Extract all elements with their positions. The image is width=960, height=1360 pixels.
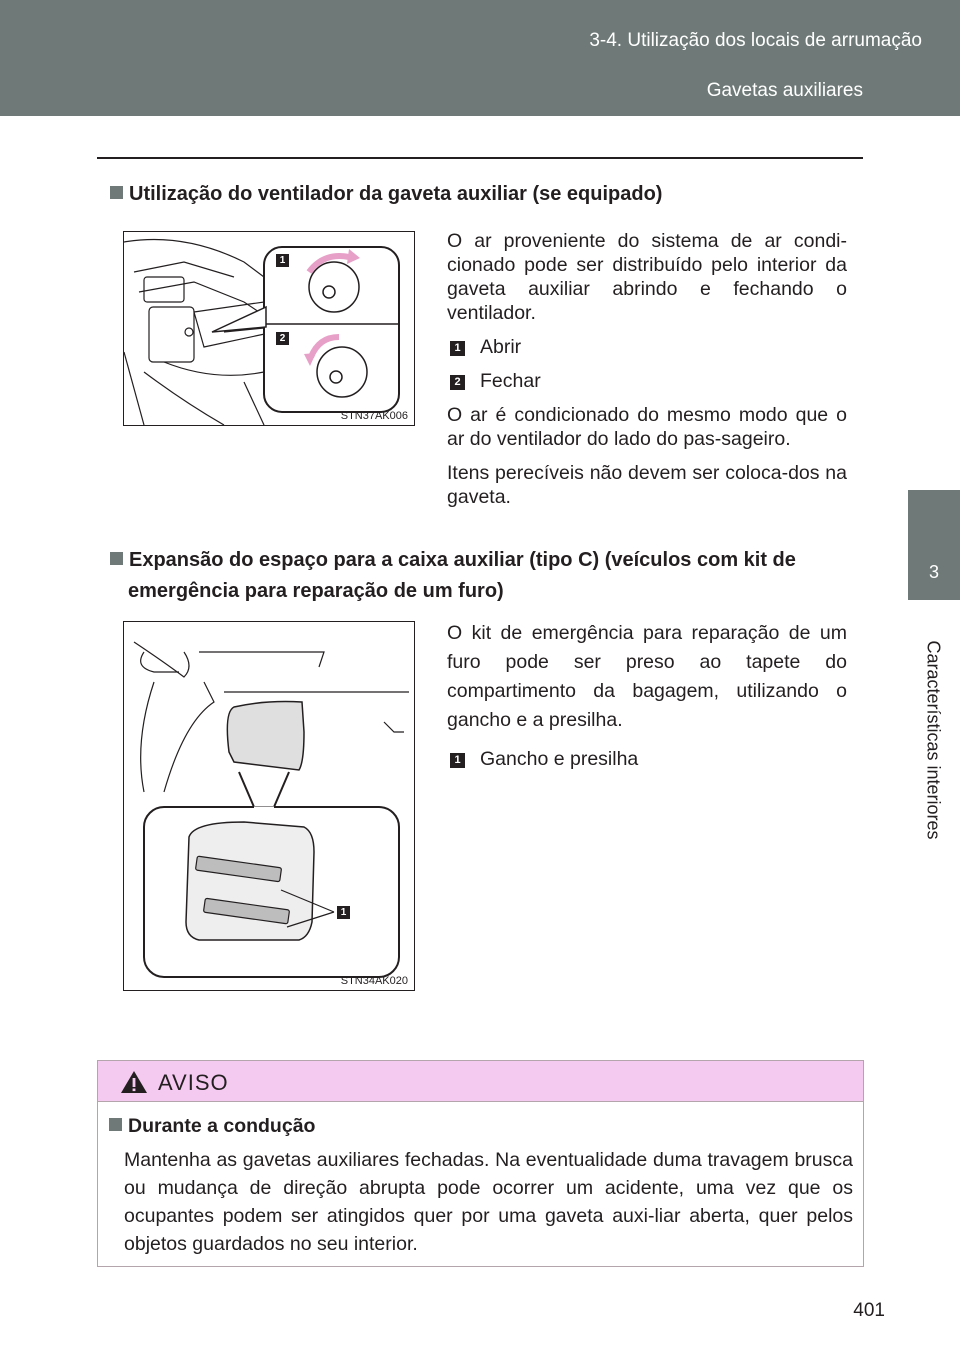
figure-fan-vent bbox=[123, 231, 415, 426]
figure1-callout-2: 2 bbox=[279, 333, 286, 344]
section1-paragraph-3: Itens perecíveis não devem ser coloca-dos na gaveta. bbox=[447, 462, 847, 508]
section2-heading bbox=[110, 545, 883, 607]
callout-number: 1 bbox=[450, 753, 465, 768]
item-label: Gancho e presilha bbox=[480, 748, 639, 770]
dashboard-vent-illustration bbox=[124, 232, 414, 425]
warning-text: Mantenha as gavetas auxiliares fechadas. Na eventualidade duma travagem brusca ou mudança de direção abrupta pode ocorrer um acidente, uma vez que os ocupantes podem ser atingidos quer por uma gaveta auxi-liar aberta, quer pelos objetos guardados no seu interior. bbox=[124, 1149, 853, 1255]
warning-body bbox=[98, 1102, 863, 1258]
list-item-hook bbox=[447, 745, 847, 774]
section1-intro: O ar proveniente do sistema de ar condi-cionado pode ser distribuído pelo interior da gaveta auxiliar abrindo e fechando o ventilador. bbox=[447, 230, 847, 324]
warning-subtitle-row bbox=[109, 1112, 853, 1140]
list-item-close bbox=[447, 369, 847, 393]
section2-title: Expansão do espaço para a caixa auxiliar (tipo C) (veículos com kit de emergência para reparação de um furo) bbox=[128, 549, 796, 602]
bullet-square-icon bbox=[109, 1118, 122, 1131]
chapter-number: 3 bbox=[928, 562, 939, 582]
list-item-open bbox=[447, 335, 847, 359]
chapter-tab bbox=[908, 490, 960, 600]
page-header bbox=[0, 0, 960, 116]
figure-auxiliary-box bbox=[123, 621, 415, 991]
section1-title: Utilização do ventilador da gaveta auxiliar (se equipado) bbox=[129, 183, 663, 205]
header-section-title: 3-4. Utilização dos locais de arrumação bbox=[589, 30, 922, 51]
callout-number: 2 bbox=[450, 375, 465, 390]
warning-title: AVISO bbox=[158, 1070, 229, 1095]
page-number: 401 bbox=[853, 1300, 885, 1321]
callout-number: 1 bbox=[450, 341, 465, 356]
warning-box bbox=[97, 1060, 864, 1267]
figure2-callout-1: 1 bbox=[340, 907, 347, 918]
section1-heading bbox=[110, 183, 662, 206]
header-subsection-title: Gavetas auxiliares bbox=[706, 80, 863, 101]
warning-subtitle: Durante a condução bbox=[128, 1115, 316, 1137]
auxiliary-box-illustration bbox=[124, 622, 414, 990]
figure-code: STN34AK020 bbox=[340, 975, 408, 987]
chapter-label: Características interiores bbox=[923, 640, 944, 840]
section2-text bbox=[447, 619, 847, 784]
header-rule bbox=[97, 157, 863, 159]
warning-header bbox=[98, 1061, 863, 1102]
section2-intro: O kit de emergência para reparação de um furo pode ser preso ao tapete do compartimento da bagagem, utilizando o gancho e a presilha. bbox=[447, 622, 847, 731]
item-label: Abrir bbox=[480, 336, 522, 358]
section1-paragraph-2: O ar é condicionado do mesmo modo que o ar do ventilador do lado do pas-sageiro. bbox=[447, 404, 847, 450]
warning-triangle-icon bbox=[120, 1070, 148, 1094]
figure1-callout-1: 1 bbox=[279, 255, 286, 266]
item-label: Fechar bbox=[480, 370, 541, 392]
bullet-square-icon bbox=[110, 186, 123, 199]
bullet-square-icon bbox=[110, 552, 123, 565]
figure-code: STN37AK006 bbox=[340, 410, 408, 422]
section1-text bbox=[447, 229, 847, 519]
